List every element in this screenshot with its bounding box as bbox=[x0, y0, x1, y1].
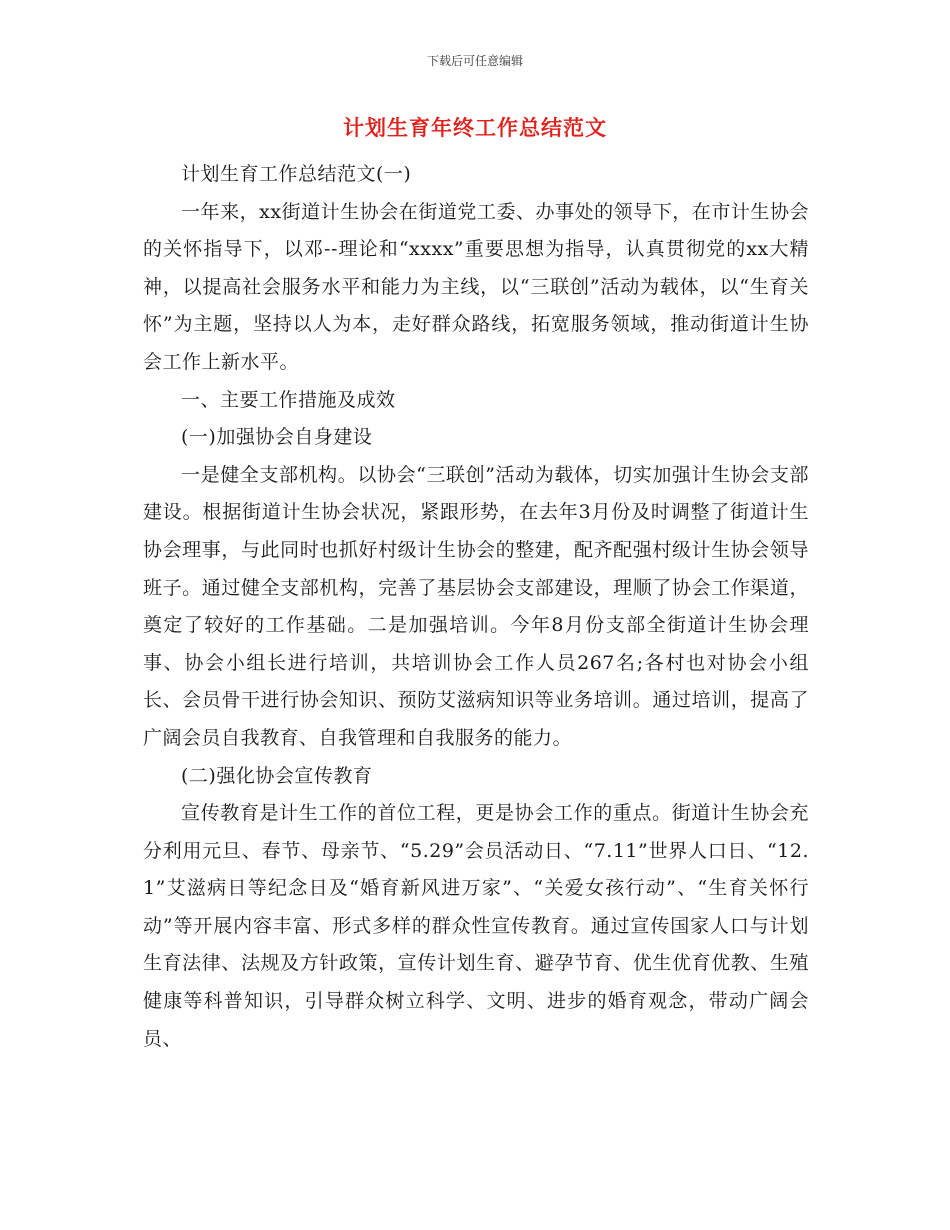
document-body bbox=[143, 156, 809, 1058]
paragraph-subtitle: 计划生育工作总结范文(一) bbox=[181, 163, 412, 185]
subsection-heading: (二)强化协会宣传教育 bbox=[181, 764, 373, 787]
paragraph-intro: 一年来，xx街道计生协会在街道党工委、办事处的领导下，在市计生协会的关怀指导下，以邓--理论和“xxxx”重要思想为指导，认真贯彻党的xx大精神，以提高社会服务水平和能力为主线，以“三联创”活动为载体，以“生育关怀”为主题，坚持以人为本，走好群众路线，拓宽服务领域，推动街道计生协会工作上新水平。 bbox=[143, 200, 809, 373]
paragraph-body: 宣传教育是计生工作的首位工程，更是协会工作的重点。街道计生协会充分利用元旦、春节、母亲节、“5.29”会员活动日、“7.11”世界人口日、“12.1”艾滋病日等纪念日及“婚育新风进万家”、“关爱女孩行动”、“生育关怀行动”等开展内容丰富、形式多样的群众性宣传教育。通过宣传国家人口与计划生育法律、法规及方针政策，宣传计划生育、避孕节育、优生优育优教、生殖健康等科普知识，引导群众树立科学、文明、进步的婚育观念，带动广阔会员、 bbox=[143, 802, 809, 1050]
subsection-heading: (一)加强协会自身建设 bbox=[181, 426, 373, 449]
page-header-note: 下载后可任意编辑 bbox=[426, 54, 523, 68]
document-title: 计划生育年终工作总结范文 bbox=[343, 115, 607, 140]
section-heading: 一、主要工作措施及成效 bbox=[181, 388, 396, 411]
paragraph-body: 一是健全支部机构。以协会“三联创”活动为载体，切实加强计生协会支部建设。根据街道计生协会状况，紧跟形势，在去年3月份及时调整了街道计生协会理事，与此同时也抓好村级计生协会的整建，配齐配强村级计生协会领导班子。通过健全支部机构，完善了基层协会支部建设，理顺了协会工作渠道，奠定了较好的工作基础。二是加强培训。今年8月份支部全街道计生协会理事、协会小组长进行培训，共培训协会工作人员267名;各村也对协会小组长、会员骨干进行协会知识、预防艾滋病知识等业务培训。通过培训，提高了广阔会员自我教育、自我管理和自我服务的能力。 bbox=[143, 463, 809, 749]
